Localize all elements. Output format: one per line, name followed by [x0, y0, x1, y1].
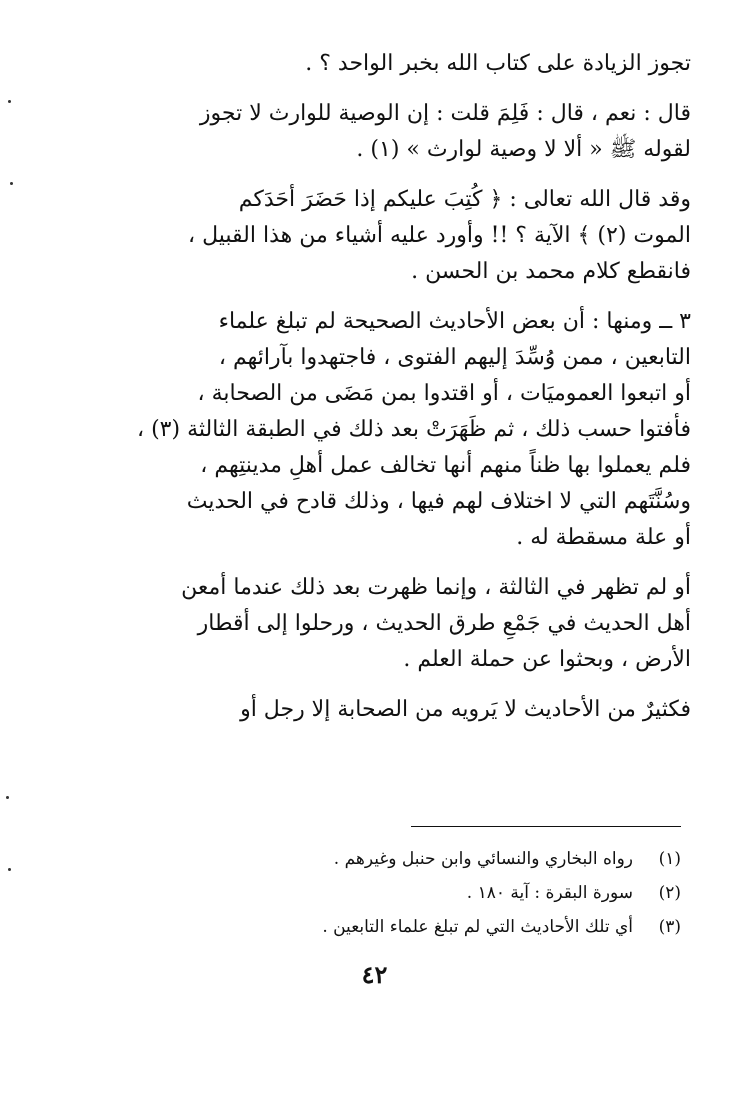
scan-speck: [10, 182, 13, 185]
footnote-text: أي تلك الأحاديث التي لم تبلغ علماء التابعين .: [322, 917, 633, 937]
footnote-number: (٢): [658, 883, 681, 903]
scan-speck: [8, 100, 11, 103]
text-line: فلم يعملوا بها ظناً منهم أنها تخالف عمل أهلِ مدينتِهم ،: [200, 453, 691, 478]
footnote-text: رواه البخاري والنسائي وابن حنبل وغيرهم .: [333, 849, 633, 869]
scan-speck: [6, 796, 9, 799]
text-line: التابعين ، ممن وُسِّدَ إليهم الفتوى ، فاجتهدوا بآرائهم ،: [218, 345, 691, 370]
footnote: [120, 910, 681, 944]
text-line: وسُنَّتَهم التي لا اختلاف لهم فيها ، وذلك قادح في الحديث: [186, 489, 691, 514]
footnote-text: سورة البقرة : آية ١٨٠ .: [466, 883, 633, 903]
text-line: فكثيرٌ من الأحاديث لا يَرويه من الصحابة إلا رجل أو: [240, 697, 691, 722]
text-line: أو لم تظهر في الثالثة ، وإنما ظهرت بعد ذلك عندما أمعن: [181, 575, 691, 600]
footnote-number: (٣): [658, 917, 681, 937]
footnotes: [120, 842, 681, 944]
text-line: فأفتوا حسب ذلك ، ثم ظَهَرَتْ بعد ذلك في الطبقة الثالثة (٣) ،: [136, 417, 691, 442]
footnote-divider: [411, 826, 681, 827]
page-number: ٤٢: [361, 960, 388, 989]
text-line: فانقطع كلام محمد بن الحسن .: [411, 259, 691, 284]
scan-speck: [8, 868, 11, 871]
text-line: أهل الحديث في جَمْعِ طرق الحديث ، ورحلوا إلى أقطار: [197, 611, 691, 636]
text-line: قال : نعم ، قال : فَلِمَ قلت : إن الوصية للوارث لا تجوز: [199, 101, 691, 126]
footnote: [120, 876, 681, 910]
main-text: [88, 46, 691, 728]
text-line: ٣ ــ ومنها : أن بعض الأحاديث الصحيحة لم تبلغ علماء: [218, 309, 691, 334]
text-line: أو اتبعوا العموميَات ، أو اقتدوا بمن مَضَى من الصحابة ،: [197, 381, 691, 406]
text-line: الموت (٢) ﴾ الآية ؟ !! وأورد عليه أشياء من هذا القبيل ،: [188, 223, 691, 248]
footnote: [120, 842, 681, 876]
text-line: لقوله ﷺ « ألا لا وصية لوارث » (١) .: [356, 137, 691, 162]
text-line: أو علة مسقطة له .: [516, 525, 691, 550]
footnote-number: (١): [658, 849, 681, 869]
text-line: تجوز الزيادة على كتاب الله بخبر الواحد ؟ .: [305, 51, 691, 76]
text-line: وقد قال الله تعالى : ﴿ كُتِبَ عليكم إذا حَضَرَ أحَدَكم: [238, 187, 691, 212]
text-line: الأرض ، وبحثوا عن حملة العلم .: [403, 647, 691, 672]
